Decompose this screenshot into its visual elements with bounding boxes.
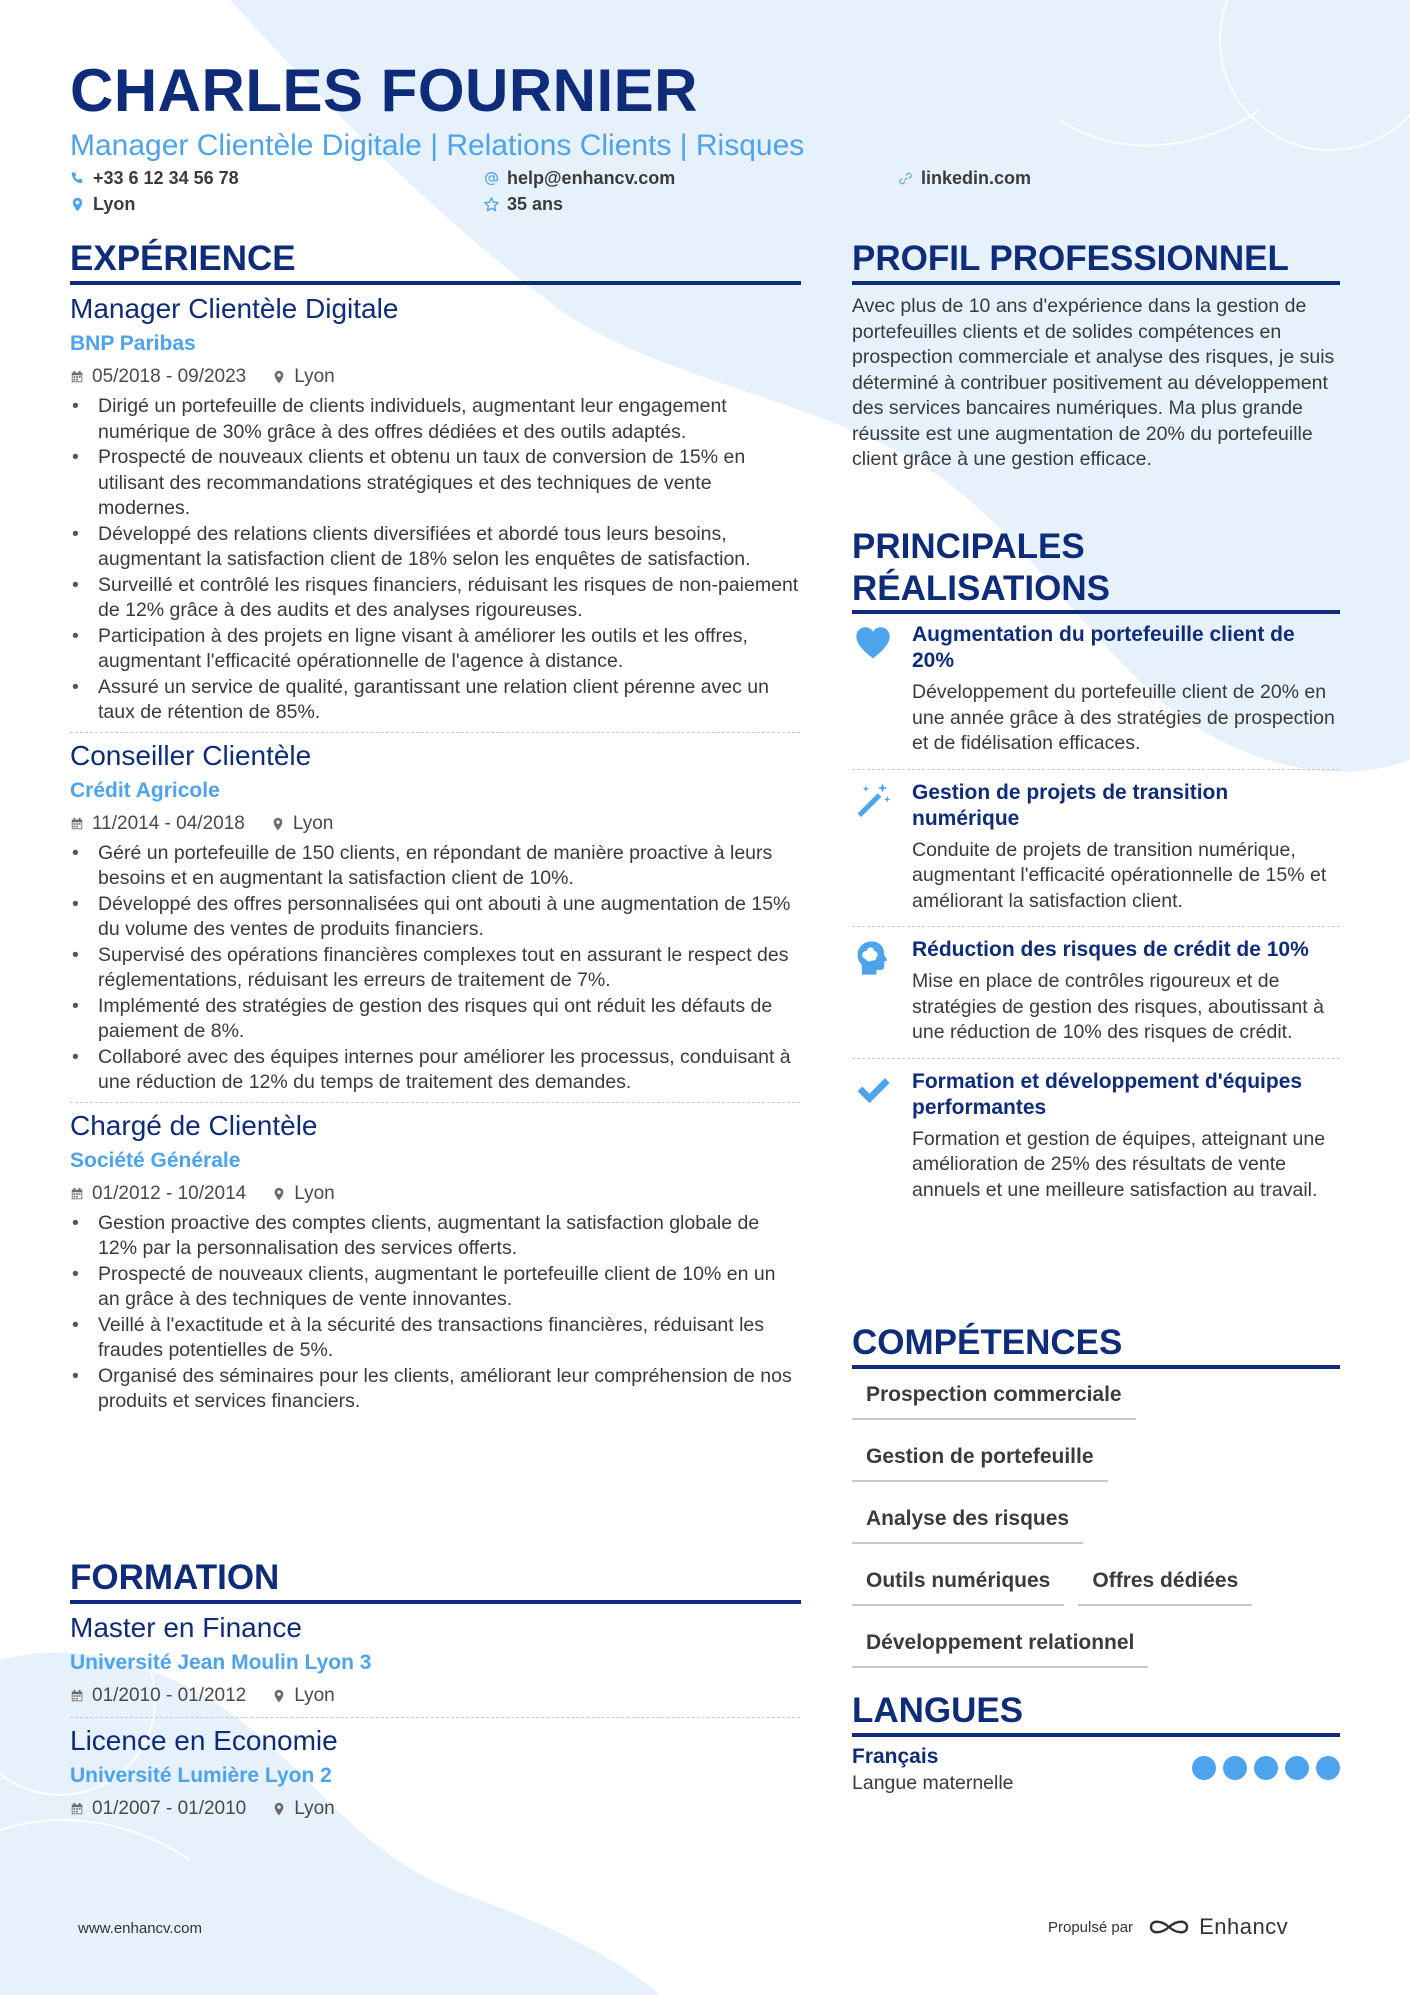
job-meta [70, 364, 800, 390]
skill-tag: Analyse des risques [852, 1496, 1083, 1544]
language-rating [1192, 1756, 1340, 1780]
achievements-list [852, 612, 1340, 1211]
contact-location [70, 192, 135, 216]
bullet-item: • Veillé à l'exactitude et à la sécurité des transactions financières, réduisant les fraudes potentielles de 5%. [70, 1313, 800, 1364]
bullet-item: • Assuré un service de qualité, garantissant une relation client pérenne avec un taux de rétention de 85%. [70, 675, 800, 726]
bullet-item: • Supervisé des opérations financières complexes tout en assurant le respect des réglementations, réduisant les erreurs de traitement de 7%. [70, 943, 800, 994]
education-rule [70, 1600, 801, 1604]
achievement-description: Formation et gestion de équipes, atteignant une amélioration de 25% des résultats de vente annuels et une meilleure satisfaction au travail. [912, 1127, 1326, 1201]
bullet-item: • Prospecté de nouveaux clients et obtenu un taux de conversion de 15% en utilisant des recommandations stratégiques et des techniques de vente modernes. [70, 445, 800, 522]
job-bullets [70, 394, 800, 726]
job-bullets [70, 1211, 800, 1415]
achievement-title: Réduction des risques de crédit de 10% [912, 938, 1309, 961]
job-location: Lyon [292, 812, 334, 834]
profile-rule [852, 281, 1340, 285]
job-dates: 11/2014 - 04/2018 [92, 812, 245, 834]
location-pin-icon [272, 1689, 286, 1703]
bullet-item: • Participation à des projets en ligne visant à améliorer les outils et les offres, augmentant l'efficacité opérationnelle de l'agence à distance. [70, 624, 800, 675]
experience-entry [70, 1109, 800, 1415]
location-pin-icon [70, 197, 85, 212]
skill-tag: Outils numériques [852, 1558, 1064, 1606]
company-name: Crédit Agricole [70, 778, 220, 802]
job-dates: 01/2012 - 10/2014 [92, 1182, 247, 1204]
achievement-item [852, 927, 1340, 1054]
rating-dot [1223, 1756, 1247, 1780]
profile-section-title: PROFIL PROFESSIONNEL [852, 239, 1289, 278]
bullet-item: • Développé des offres personnalisées qui ont abouti à une augmentation de 15% du volume des ventes de produits financiers. [70, 892, 800, 943]
at-sign-icon [484, 171, 499, 186]
rating-dot [1192, 1756, 1216, 1780]
achievements-section-title [852, 526, 1110, 610]
experience-entry [70, 739, 800, 1103]
education-dates: 01/2007 - 01/2010 [92, 1798, 247, 1819]
bullet-item: • Dirigé un portefeuille de clients individuels, augmentant leur engagement numérique de 30% grâce à des offres dédiées et des outils adaptés. [70, 394, 800, 445]
profile-text: Avec plus de 10 ans d'expérience dans la gestion de portefeuilles clients et de solides compétences en prospection commerciale et analyse des risques, je suis déterminé à contribuer positivement au développement des services bancaires numériques. Ma plus grande réussite est une augmentation de 20% du portefeuille client grâce à une gestion efficace. [852, 295, 1335, 470]
education-location: Lyon [294, 1685, 335, 1706]
checkmark-icon [854, 1071, 892, 1109]
entry-divider [70, 1102, 800, 1103]
phone-text: +33 6 12 34 56 78 [93, 168, 239, 188]
entry-divider [70, 732, 800, 733]
job-bullets [70, 841, 800, 1096]
star-icon [484, 197, 499, 212]
achievements-title-line-2: RÉALISATIONS [852, 569, 1110, 608]
bullet-item: • Gestion proactive des comptes clients, augmentant la satisfaction globale de 12% par la personnalisation des services offerts. [70, 1211, 800, 1262]
skill-tag: Offres dédiées [1078, 1558, 1252, 1606]
job-meta [70, 811, 800, 837]
job-dates: 05/2018 - 09/2023 [92, 366, 247, 387]
achievement-description: Conduite de projets de transition numérique, augmentant l'efficacité opérationnelle de 15% et améliorant la satisfaction client. [912, 838, 1327, 912]
languages-rule [852, 1733, 1340, 1737]
rating-dot [1285, 1756, 1309, 1780]
skill-tag: Développement relationnel [852, 1620, 1148, 1668]
experience-rule [70, 281, 801, 285]
email-text[interactable]: help@enhancv.com [507, 168, 676, 188]
languages-section-title: LANGUES [852, 1691, 1024, 1730]
company-name: BNP Paribas [70, 332, 196, 355]
location-text: Lyon [93, 194, 136, 214]
experience-section-title: EXPÉRIENCE [70, 239, 296, 278]
language-entry [852, 1744, 1340, 1796]
job-meta [70, 1181, 800, 1207]
language-name: Français [852, 1745, 939, 1768]
education-location: Lyon [294, 1798, 335, 1819]
job-title: Conseiller Clientèle [70, 739, 312, 771]
achievement-item [852, 770, 1340, 923]
achievement-title: Formation et développement d'équipes performantes [912, 1069, 1303, 1119]
age-text: 35 ans [507, 194, 564, 214]
experience-list [70, 292, 800, 1415]
calendar-icon [70, 817, 84, 831]
bullet-item: • Implémenté des stratégies de gestion des risques qui ont réduit les défauts de paiement de 8%. [70, 994, 800, 1045]
job-location: Lyon [294, 366, 335, 387]
language-level: Langue maternelle [852, 1772, 1014, 1794]
location-pin-icon [271, 817, 285, 831]
contact-website[interactable] [898, 166, 1031, 190]
contact-phone [70, 166, 239, 190]
company-name: Société Générale [70, 1148, 241, 1172]
experience-entry [70, 292, 800, 733]
skills-section-title: COMPÉTENCES [852, 1323, 1123, 1362]
education-meta [70, 1796, 800, 1822]
head-brain-icon [854, 939, 892, 977]
calendar-icon [70, 370, 84, 384]
achievement-title: Gestion de projets de transition numérique [912, 780, 1229, 830]
footer-branding [1048, 1914, 1288, 1940]
skills-rule [852, 1365, 1340, 1369]
skill-tag: Prospection commerciale [852, 1372, 1136, 1420]
footer-website[interactable]: www.enhancv.com [78, 1920, 202, 1937]
bullet-item: • Prospecté de nouveaux clients, augmentant le portefeuille client de 10% en un an grâce à des techniques de vente innovantes. [70, 1262, 800, 1313]
skill-tag: Gestion de portefeuille [852, 1434, 1108, 1482]
school-name: Université Lumière Lyon 2 [70, 1764, 332, 1787]
education-entry [70, 1611, 800, 1718]
rating-dot [1254, 1756, 1278, 1780]
job-location: Lyon [294, 1182, 335, 1204]
achievement-title: Augmentation du portefeuille client de 20% [912, 623, 1295, 672]
degree-title: Licence en Economie [70, 1725, 338, 1756]
calendar-icon [70, 1187, 84, 1201]
achievement-item [852, 612, 1340, 765]
achievements-title-line-1: PRINCIPALES [852, 527, 1085, 566]
education-meta [70, 1683, 800, 1709]
education-section-title: FORMATION [70, 1558, 280, 1597]
bullet-item: • Géré un portefeuille de 150 clients, en répondant de manière proactive à leurs besoins et en augmentant la satisfaction client de 10%. [70, 841, 800, 892]
bullet-item: • Surveillé et contrôlé les risques financiers, réduisant les risques de non-paiement de 12% grâce à des audits et des analyses rigoureuses. [70, 573, 800, 624]
achievement-description: Mise en place de contrôles rigoureux et de stratégies de gestion des risques, aboutissant à une réduction de 10% des risques de crédit. [912, 970, 1324, 1043]
phone-icon [70, 171, 85, 186]
location-pin-icon [272, 1187, 286, 1201]
school-name: Université Jean Moulin Lyon 3 [70, 1651, 372, 1674]
calendar-icon [70, 1689, 84, 1703]
website-text[interactable]: linkedin.com [921, 168, 1032, 188]
skills-list [852, 1372, 1340, 1682]
calendar-icon [70, 1802, 84, 1816]
job-title: Manager Clientèle Digitale [70, 293, 399, 324]
enhancv-logo-icon [1147, 1915, 1191, 1939]
bullet-item: • Collaboré avec des équipes internes pour améliorer les processus, conduisant à une réduction de 12% du temps de traitement des demandes. [70, 1045, 800, 1096]
job-title: Chargé de Clientèle [70, 1109, 318, 1141]
brand-logo[interactable] [1147, 1914, 1288, 1940]
powered-by-text: Propulsé par [1048, 1918, 1134, 1936]
link-icon [898, 171, 913, 186]
headline: Manager Clientèle Digitale | Relations Clients | Risques [70, 129, 805, 162]
location-pin-icon [272, 370, 286, 384]
bullet-item: • Organisé des séminaires pour les clients, améliorant leur compréhension de nos produits et services financiers. [70, 1364, 800, 1415]
candidate-name: CHARLES FOURNIER [70, 57, 699, 124]
achievement-item [852, 1059, 1340, 1212]
achievement-description: Développement du portefeuille client de 20% en une année grâce à des stratégies de prospection et de fidélisation efficaces. [912, 681, 1335, 754]
rating-dot [1316, 1756, 1340, 1780]
education-list [70, 1611, 800, 1822]
brand-name: Enhancv [1199, 1914, 1289, 1939]
bullet-item: • Développé des relations clients diversifiées et abordé tous leurs besoins, augmentant la satisfaction client de 18% selon les enquêtes de satisfaction. [70, 522, 800, 573]
magic-wand-icon [854, 782, 892, 820]
education-entry [70, 1724, 800, 1822]
contact-age [484, 192, 563, 216]
education-dates: 01/2010 - 01/2012 [92, 1685, 247, 1706]
contact-email[interactable] [484, 166, 675, 190]
heart-icon [854, 624, 892, 662]
degree-title: Master en Finance [70, 1612, 302, 1643]
entry-divider [70, 1717, 800, 1718]
location-pin-icon [272, 1802, 286, 1816]
